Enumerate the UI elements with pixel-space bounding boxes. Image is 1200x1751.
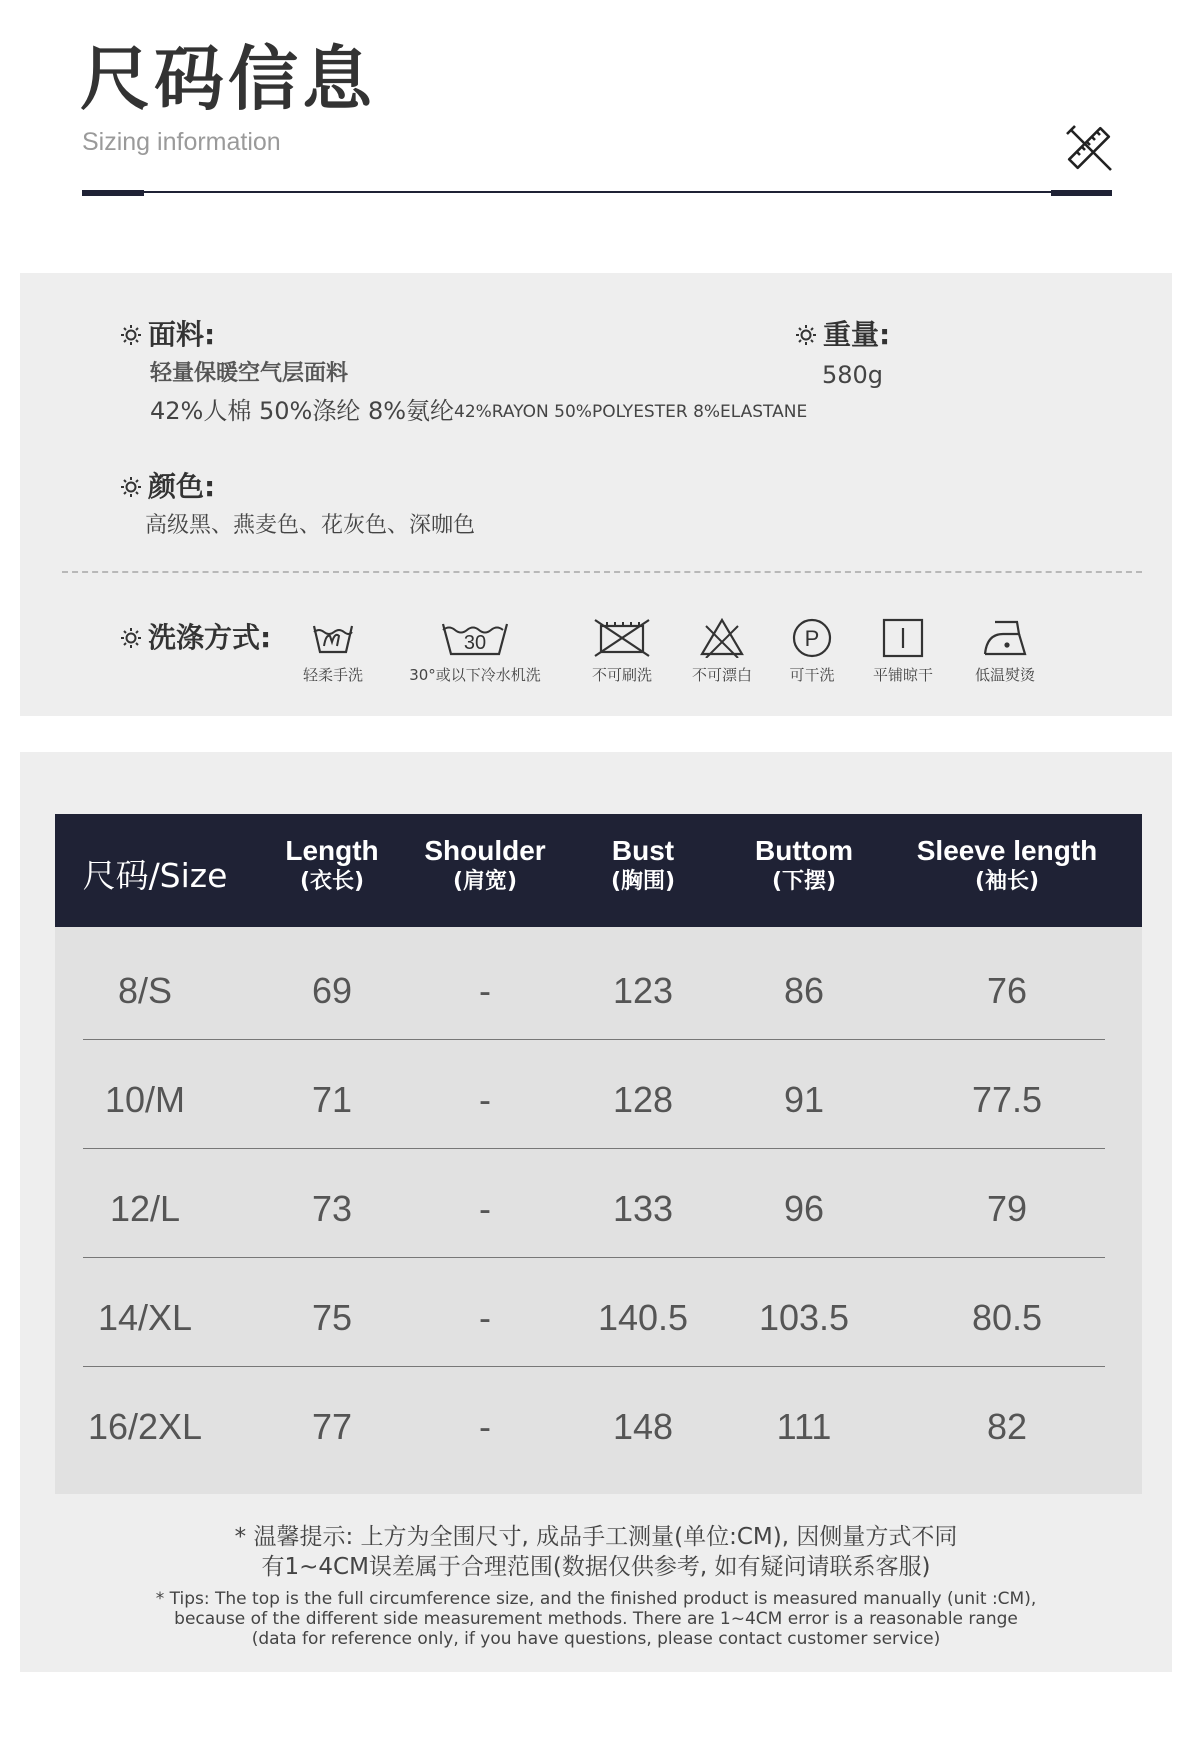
care-item-dry-flat [853,618,953,685]
table-cell-bust: 133 [612,1188,674,1229]
table-cell-length: 77 [311,1406,353,1447]
table-cell-bust: 148 [612,1406,674,1447]
header-divider [82,191,1112,193]
table-cell-shoulder: - [479,970,491,1011]
care-label-text: 可干洗 [789,666,835,684]
table-cell-sleeve: 82 [986,1406,1028,1447]
note-en-line-2: because of the different side measurement methods. There are 1~4CM error is a reasonable range [174,1609,1018,1629]
care-item-no-bleach [672,618,772,685]
care-item-no-brush [572,618,672,685]
table-cell-buttom: 96 [783,1188,825,1229]
table-cell-length: 71 [311,1079,353,1120]
table-row-divider [83,1257,1105,1258]
hand-wash-icon [310,618,356,658]
color-values: 高级黑、燕麦色、花灰色、深咖色 [145,513,476,538]
care-label-text: 不可刷洗 [591,666,652,684]
header-divider-accent-right [1051,190,1112,196]
note-cn-line-2: 有1~4CM误差属于合理范围(数据仅供参考, 如有疑问请联系客服) [261,1554,931,1580]
fabric-composition-en: 42%RAYON 50%POLYESTER 8%ELASTANE [454,402,808,422]
iron-low-icon [981,618,1029,658]
care-label-text: 不可漂白 [691,666,752,684]
table-cell-shoulder: - [479,1406,491,1447]
table-cell-size: 8/S [117,970,173,1011]
note-en-line-1: * Tips: The top is the full circumference size, and the finished product is measured manually (unit :CM), [155,1589,1037,1609]
care-item-iron-low [955,618,1055,685]
note-en-line-3: (data for reference only, if you have questions, please contact customer service) [251,1629,941,1649]
table-cell-size: 16/2XL [87,1406,203,1447]
column-header-shoulder: Shoulder (肩宽) [424,835,546,894]
table-cell-sleeve: 79 [986,1188,1028,1229]
care-label-text: 30°或以下冷水机洗 [409,666,541,684]
table-cell-size: 10/M [104,1079,186,1120]
ruler-pencil-icon [1063,122,1115,174]
sun-bullet-icon [120,324,142,346]
wash-30-icon [439,618,511,658]
table-cell-buttom: 111 [776,1406,832,1447]
sun-bullet-icon [120,476,142,498]
column-header-length: Length (衣长) [285,835,379,894]
table-cell-buttom: 91 [783,1079,825,1120]
care-label-text: 轻柔手洗 [302,666,363,684]
table-cell-size: 12/L [109,1188,181,1229]
table-cell-bust: 140.5 [597,1297,689,1338]
header-divider-accent-left [82,190,144,196]
table-cell-buttom: 103.5 [758,1297,850,1338]
no-brush-icon [591,618,653,658]
weight-value: 580g [822,361,884,389]
table-cell-shoulder: - [479,1297,491,1338]
dry-clean-p-icon [790,618,834,658]
table-cell-length: 73 [311,1188,353,1229]
fabric-composition-cn: 42%人棉 50%涤纶 8%氨纶 [150,397,455,425]
color-label: 颜色: [120,473,215,501]
care-item-dry-clean [762,618,862,685]
table-cell-buttom: 86 [783,970,825,1011]
sun-bullet-icon [120,627,142,649]
svg-text:P: P [804,626,820,651]
care-item-wash-30 [395,618,555,685]
fabric-name: 轻量保暖空气层面料 [150,361,349,386]
table-cell-bust: 128 [612,1079,674,1120]
sun-bullet-icon [795,324,817,346]
table-cell-sleeve: 76 [986,970,1028,1011]
table-cell-size: 14/XL [97,1297,193,1338]
table-row-divider [83,1366,1105,1367]
table-row-divider [83,1148,1105,1149]
fabric-label: 面料: [120,321,215,349]
column-header-buttom: Buttom (下摆) [755,835,853,894]
svg-text:30: 30 [463,632,487,654]
column-header-sleeve: Sleeve length (袖长) [916,835,1098,894]
care-label: 洗涤方式: [120,624,271,652]
page-subtitle: Sizing information [82,128,281,156]
column-header-size: 尺码/Size [82,856,228,895]
column-header-bust: Bust (胸围) [610,835,676,894]
table-cell-length: 75 [311,1297,353,1338]
care-label-text: 低温熨烫 [974,666,1035,684]
care-label-text: 平铺晾干 [872,666,933,684]
table-cell-sleeve: 80.5 [971,1297,1043,1338]
table-row-divider [83,1039,1105,1040]
care-item-hand-wash [283,618,383,685]
weight-label: 重量: [795,321,890,349]
page-title: 尺码信息 [80,38,376,120]
note-cn-line-1: * 温馨提示: 上方为全围尺寸, 成品手工测量(单位:CM), 因侧量方式不同 [234,1524,958,1550]
no-bleach-icon [700,618,744,658]
dry-flat-icon [881,618,925,658]
table-cell-shoulder: - [479,1188,491,1229]
table-cell-shoulder: - [479,1079,491,1120]
section-divider [62,571,1142,573]
table-cell-sleeve: 77.5 [971,1079,1043,1120]
table-cell-length: 69 [311,970,353,1011]
table-cell-bust: 123 [612,970,674,1011]
